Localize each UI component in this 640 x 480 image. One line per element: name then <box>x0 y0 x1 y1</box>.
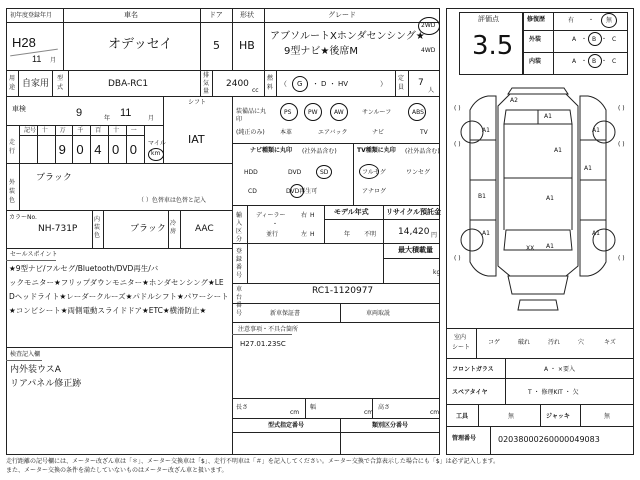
type-label: 型式指定番号 <box>268 422 305 429</box>
sheet-item-3: 穴 <box>578 339 585 346</box>
first-reg-label: 初年度登録年月 <box>10 12 53 19</box>
exterior-value: ブラック <box>36 173 72 183</box>
inspection-month: 11 <box>120 107 132 119</box>
navi-item-2: SD <box>320 169 329 176</box>
equip2-item-3: TV <box>420 129 428 136</box>
ext-grade-C: C <box>612 36 617 43</box>
shift-value: IAT <box>188 133 205 146</box>
disp-value: 2400 <box>226 79 249 89</box>
navi2-item-0: CD <box>248 188 257 195</box>
spare-label: スペアタイヤ <box>452 389 488 396</box>
grade-line2: 9型ナビ★後席M <box>284 46 358 57</box>
navi-title: ナビ種類に丸印 <box>250 147 293 154</box>
first-reg-month-unit: 月 <box>50 57 57 64</box>
import-right: 右 <box>301 212 308 219</box>
label-a1-back: A1 <box>546 243 554 250</box>
wear-yes: 有 <box>568 17 575 24</box>
fuel-g: G <box>297 80 303 88</box>
tv-title-note: (社外品含む) <box>405 148 440 155</box>
paren-tl: ( ) <box>454 105 461 112</box>
wear-label: 修復歴 <box>527 16 546 23</box>
equipment-title: 装備品に丸印 <box>236 108 267 123</box>
equip2-item-1: エアバック <box>318 129 348 136</box>
mgmt-label: 管理番号 <box>452 435 477 442</box>
equipment-subtitle: (純正のみ) <box>236 129 265 136</box>
glass-value: A ・ ×要入 <box>544 366 575 373</box>
use-value: 自家用 <box>22 79 50 89</box>
colorcode-value: NH-731P <box>38 224 78 234</box>
colorcode-label: カラーNo. <box>9 214 37 221</box>
int-dot: ・ <box>581 58 588 65</box>
length-unit: cm <box>290 409 300 416</box>
paren-bl: ( ) <box>454 255 461 262</box>
inspector-line1: 内外装ウスA <box>10 365 61 375</box>
label-xx: XX <box>526 245 535 252</box>
interior-value: ブラック <box>130 224 166 234</box>
paren-mr: ( ) <box>618 141 625 148</box>
import-parallel: 並行 <box>266 231 279 238</box>
inspector-line2: リアパネル修正跡 <box>10 379 82 389</box>
disp-label: 排気量 <box>203 72 210 95</box>
mgmt-value: 02038000260000049083 <box>498 435 600 444</box>
label-a1-right: A1 <box>592 127 600 134</box>
label-a1-low: A1 <box>546 195 554 202</box>
navi-item-0: HDD <box>244 169 258 176</box>
class-label: 類別区分番号 <box>372 422 409 429</box>
capacity-label: 定員 <box>398 75 405 91</box>
selling-line: ックモニター★フリップダウンモニター★ホンダセンシング★LE <box>9 278 224 287</box>
use-label: 用途 <box>9 75 16 91</box>
jack-label: ジャッキ <box>546 413 570 420</box>
tv-title: TV種類に丸印 <box>357 147 396 154</box>
manual-label: 車両取説 <box>366 310 391 317</box>
exterior-note: （ ）色替車は色替と記入 <box>138 197 206 204</box>
import-label2: 区分 <box>236 228 243 243</box>
label-a2: A2 <box>510 97 518 104</box>
interior-sheet-label2: シート <box>452 344 471 351</box>
car-name-label: 車名 <box>124 11 138 19</box>
int-grade-A: A <box>572 58 577 65</box>
aircon-label: 冷房 <box>170 220 177 235</box>
score-value: 3.5 <box>472 31 514 61</box>
fuel-dot1: ・ <box>312 80 319 88</box>
tv-item-0: フルセグ <box>362 169 386 176</box>
import-dot: ・ <box>272 221 279 228</box>
inspector-title: 検査記入欄 <box>10 351 41 358</box>
car-name-value: オデッセイ <box>108 37 173 52</box>
aircon-value: AAC <box>195 224 214 234</box>
car-diagram <box>446 80 634 320</box>
model-year-unit: 年 <box>344 231 351 238</box>
navi2-item-1: DVD再生可 <box>286 188 318 195</box>
mileage-digit: 0 <box>129 142 138 157</box>
model-label: 型式 <box>57 75 64 91</box>
equip-item-0: PS <box>284 109 292 116</box>
sheet-item-0: コゲ <box>488 339 501 346</box>
fuel-hv: HV <box>338 80 349 88</box>
interior-label: 内装色 <box>94 216 101 239</box>
equip2-item-2: ナビ <box>372 129 385 136</box>
width-unit: cm <box>364 409 374 416</box>
ext-grade-A: A <box>572 36 577 43</box>
navi-title-note: (社外品含む) <box>302 148 337 155</box>
label-a1-mid: A1 <box>554 147 562 154</box>
import-left: 左 <box>301 231 308 238</box>
selling-line: ★9型ナビ/フルセグ/Bluetooth/DVD再生/バ <box>9 264 159 273</box>
model-year-unknown: 不明 <box>364 231 377 238</box>
import-handle-l: H <box>310 231 315 238</box>
height-unit: cm <box>430 409 440 416</box>
fuel-dot2: ・ <box>329 80 336 88</box>
mileage-digit-label: 十 <box>41 127 48 134</box>
mileage-digit-label: 百 <box>95 127 102 134</box>
recycle-value: 14,420 <box>398 227 430 237</box>
paren-ml: ( ) <box>454 141 461 148</box>
selling-line: ★コンビシート★両側電動スライドドア★ETC★横滑防止★ <box>9 306 207 315</box>
capacity-value: 7 <box>418 78 424 88</box>
first-reg-year: H28 <box>12 35 36 50</box>
int-grade-B: B <box>592 58 597 65</box>
inspection-year-unit: 年 <box>104 115 111 122</box>
label-a1-mid2: A1 <box>584 165 592 172</box>
equip-item-4: ABS <box>412 109 424 116</box>
chassis-label: 車台番号 <box>236 286 243 317</box>
maxload-label: 最大積載量 <box>398 246 433 254</box>
model-year-label: モデル年式 <box>334 208 369 216</box>
mileage-digit: 4 <box>94 142 102 157</box>
import-handle-r: H <box>310 212 315 219</box>
equip-item-1: PW <box>308 109 318 116</box>
fuel-paren-end: ） <box>380 80 387 88</box>
mileage-digit-label: 十 <box>113 127 120 134</box>
equip-item-3: サンルーフ <box>362 109 392 116</box>
grade-line1: アブソルートXホンダセンシング★ <box>270 31 425 42</box>
height-label: 高さ <box>378 404 391 411</box>
notes-value: H27.01.23SC <box>240 340 286 348</box>
footer-line2: また、メーター交換の条件を満たしていないものはメーター改ざん車と扱います。 <box>6 467 228 474</box>
footer-line1: 走行距離の記号欄には、メーター改ざん車は「＊」、メーター交換車は「$」、走行不明車は「＃」を記入してください。メーター交換で合算表示した場合にも「$」は必ず記入します。 <box>6 458 500 465</box>
maxload-unit: kg <box>433 269 441 276</box>
mileage-digit: 9 <box>58 142 66 157</box>
tv-item-1: ワンセグ <box>406 169 431 176</box>
label-a1-rear: A1 <box>482 230 490 237</box>
doors-value: 5 <box>213 39 220 52</box>
mileage-digit: 0 <box>112 142 120 157</box>
mileage-label: 走行 <box>9 139 16 155</box>
label-a1-roof: A1 <box>544 113 552 120</box>
int-grade-C: C <box>612 58 617 65</box>
recycle-unit: 円 <box>431 232 438 239</box>
shift-label: シフト <box>188 99 207 106</box>
glass-label: フロントガラス <box>452 366 494 373</box>
mileage-unit-mile: マイル <box>148 140 166 147</box>
disp-unit: cc <box>252 87 259 94</box>
import-label1: 輸入 <box>236 212 243 227</box>
label-b1: B1 <box>478 193 486 200</box>
jack-value: 無 <box>604 413 611 420</box>
mileage-unit-km: km <box>151 150 161 157</box>
mileage-digit-label: 万 <box>59 127 66 134</box>
first-reg-month: 11 <box>32 54 42 64</box>
notes-title: 注意事項・不具合箇所 <box>238 326 299 333</box>
exterior-label: 外装色 <box>9 179 16 204</box>
grade-label: グレード <box>328 11 356 19</box>
tools-label: 工具 <box>456 413 469 420</box>
ext-grade-B: B <box>592 36 597 43</box>
capacity-unit: 人 <box>428 87 435 94</box>
label-a1-rear2: A1 <box>592 230 600 237</box>
import-dealer: ディーラー <box>256 212 286 219</box>
sheet-item-4: キズ <box>604 339 616 346</box>
ext-dot: ・ <box>581 36 588 43</box>
doors-label: ドア <box>209 11 223 19</box>
fuel-paren: （ <box>280 80 287 88</box>
tv-analog: アナログ <box>362 188 387 195</box>
wear-no: 無 <box>606 17 613 24</box>
equip-item-2: AW <box>334 109 344 116</box>
inspection-month-unit: 月 <box>148 115 155 122</box>
ext-dot: ・ <box>601 36 608 43</box>
reg-label: 登録番号 <box>236 248 243 279</box>
fuel-label: 燃料 <box>267 75 274 91</box>
warranty-label: 新車保証書 <box>270 310 301 317</box>
int-dot: ・ <box>601 58 608 65</box>
mileage-digit-label: 一 <box>130 127 137 134</box>
model-value: DBA-RC1 <box>108 79 149 89</box>
navi-item-1: DVD <box>288 169 302 176</box>
shape-label: 形状 <box>240 11 254 19</box>
label-a1-left: A1 <box>482 127 490 134</box>
drive-2wd: 2WD <box>421 22 436 29</box>
sheet-item-1: 破れ <box>518 339 531 346</box>
mileage-digit: 0 <box>76 142 84 157</box>
paren-tr: ( ) <box>618 105 625 112</box>
chassis-value: RC1-1120977 <box>312 286 374 296</box>
mileage-digit-label: 記号 <box>24 127 37 134</box>
spare-value: T ・ 修理KIT ・ 欠 <box>528 389 579 396</box>
width-label: 幅 <box>310 404 317 411</box>
inspection-year: 9 <box>76 107 83 119</box>
recycle-label: リサイクル預託金 <box>386 208 442 216</box>
wear-dot: ・ <box>588 17 595 24</box>
int-label: 内装 <box>529 58 542 65</box>
shape-value: HB <box>239 39 255 52</box>
mileage-digit-label: 千 <box>77 127 84 134</box>
ext-label: 外装 <box>529 36 542 43</box>
interior-sheet-label1: 室内 <box>454 334 467 341</box>
tools-value: 無 <box>508 413 515 420</box>
car-outline-svg <box>446 80 634 320</box>
fuel-d: D <box>321 80 327 88</box>
drive-4wd: 4WD <box>421 47 436 54</box>
paren-br: ( ) <box>618 255 625 262</box>
sheet-item-2: 汚れ <box>548 339 561 346</box>
equip2-item-0: 本革 <box>280 129 293 136</box>
length-label: 長さ <box>236 404 249 411</box>
inspection-label: 車検 <box>12 105 26 113</box>
selling-points-title: セールスポイント <box>10 251 58 258</box>
score-label: 評価点 <box>478 15 499 23</box>
selling-line: Dヘッドライト★レーダークルーズ★パドルシフト★パワーシート <box>9 292 229 301</box>
